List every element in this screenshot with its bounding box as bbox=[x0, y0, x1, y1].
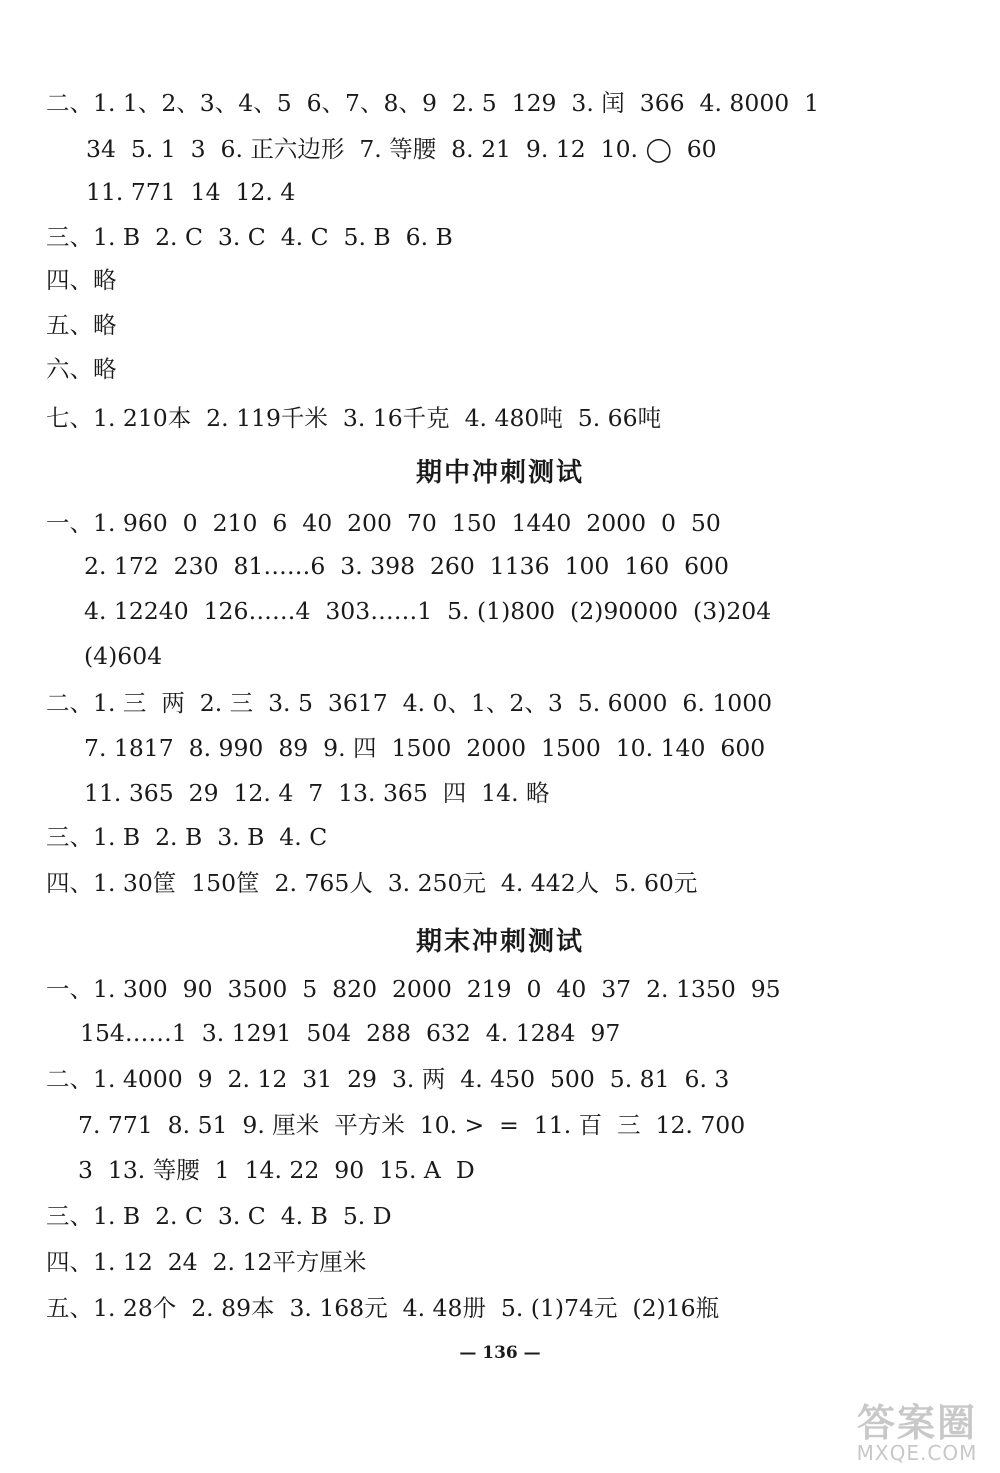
answer-line: 154……1 3. 1291 504 288 632 4. 1284 97 bbox=[80, 1019, 621, 1047]
answer-line: 四、1. 12 24 2. 12平方厘米 bbox=[46, 1248, 367, 1276]
answer-line: 五、略 bbox=[46, 311, 117, 339]
answer-line: 三、1. B 2. C 3. C 4. B 5. D bbox=[46, 1202, 392, 1230]
answer-line: 一、1. 960 0 210 6 40 200 70 150 1440 2000 0 50 bbox=[46, 509, 721, 537]
answer-line: 11. 771 14 12. 4 bbox=[86, 178, 296, 206]
watermark-logo-text: 答案圈 bbox=[856, 1401, 977, 1445]
answer-line: 一、1. 300 90 3500 5 820 2000 219 0 40 37 2. 1350 95 bbox=[46, 975, 781, 1003]
answer-line: 四、略 bbox=[46, 266, 117, 294]
answer-line: 3 13. 等腰 1 14. 22 90 15. A D bbox=[78, 1156, 475, 1184]
answer-line: (4)604 bbox=[84, 642, 163, 670]
page-number: — 136 — bbox=[459, 1343, 541, 1363]
section-title-midterm: 期中冲刺测试 bbox=[415, 458, 584, 488]
answer-line: 7. 1817 8. 990 89 9. 四 1500 2000 1500 10. 140 600 bbox=[84, 734, 766, 762]
answer-line: 34 5. 1 3 6. 正六边形 7. 等腰 8. 21 9. 12 10. ◯ 60 bbox=[86, 135, 717, 163]
answer-line: 11. 365 29 12. 4 7 13. 365 四 14. 略 bbox=[84, 779, 550, 807]
answer-line: 三、1. B 2. C 3. C 4. C 5. B 6. B bbox=[46, 223, 453, 251]
answer-line: 四、1. 30筐 150筐 2. 765人 3. 250元 4. 442人 5. 60元 bbox=[46, 869, 698, 897]
answer-line: 三、1. B 2. B 3. B 4. C bbox=[46, 823, 328, 851]
watermark-url: MXQE.COM bbox=[856, 1441, 978, 1465]
answer-line: 4. 12240 126……4 303……1 5. (1)800 (2)90000 (3)204 bbox=[84, 597, 772, 625]
answer-line: 二、1. 4000 9 2. 12 31 29 3. 两 4. 450 500 5. 81 6. 3 bbox=[46, 1065, 730, 1093]
watermark-logo bbox=[842, 1403, 992, 1469]
answer-line: 7. 771 8. 51 9. 厘米 平方米 10. > = 11. 百 三 12. 700 bbox=[78, 1111, 746, 1139]
answer-line: 七、1. 210本 2. 119千米 3. 16千克 4. 480吨 5. 66吨 bbox=[46, 404, 662, 432]
answer-line: 六、略 bbox=[46, 355, 117, 383]
answer-line: 五、1. 28个 2. 89本 3. 168元 4. 48册 5. (1)74元 (2)16瓶 bbox=[46, 1294, 720, 1322]
answer-line: 二、1. 1、2、3、4、5 6、7、8、9 2. 5 129 3. 闰 366 4. 8000 1 bbox=[46, 89, 820, 117]
answer-line: 2. 172 230 81……6 3. 398 260 1136 100 160 600 bbox=[84, 552, 729, 580]
section-title-final: 期末冲刺测试 bbox=[415, 927, 584, 957]
answer-line: 二、1. 三 两 2. 三 3. 5 3617 4. 0、1、2、3 5. 6000 6. 1000 bbox=[46, 689, 773, 717]
